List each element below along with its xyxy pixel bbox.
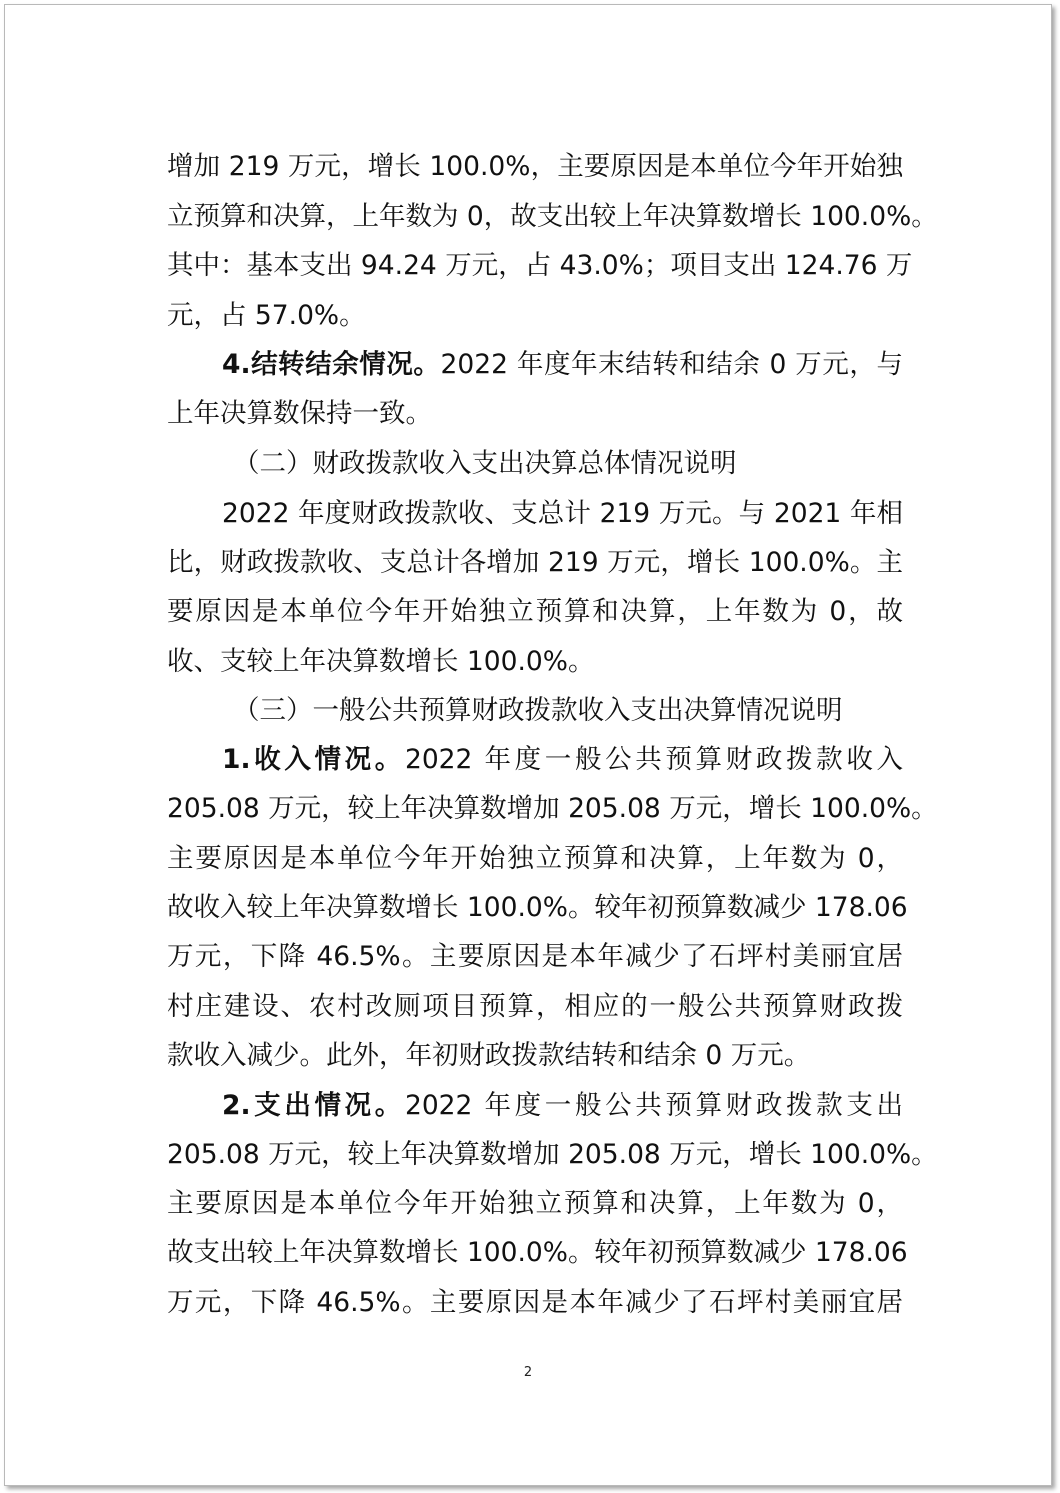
text-line: 万元，下降 46.5%。主要原因是本年减少了石坪村美丽宜居	[167, 941, 903, 972]
item4-label: 4.结转结余情况。	[222, 349, 441, 380]
text-line: 立预算和决算，上年数为 0，故支出较上年决算数增长 100.0%。	[167, 201, 938, 232]
text-line: 2022 年度财政拨款收、支总计 219 万元。与 2021 年相	[222, 498, 903, 529]
text-line: 比，财政拨款收、支总计各增加 219 万元，增长 100.0%。主	[167, 547, 903, 578]
text-line: 上年决算数保持一致。	[167, 398, 432, 429]
text-line: 村庄建设、农村改厕项目预算，相应的一般公共预算财政拨	[167, 991, 903, 1022]
section-heading-2: （二）财政拨款收入支出决算总体情况说明	[233, 448, 737, 479]
text-line: 205.08 万元，较上年决算数增加 205.08 万元，增长 100.0%。	[167, 793, 938, 824]
item2-label: 2.支出情况。	[222, 1090, 405, 1121]
text-line: 增加 219 万元，增长 100.0%，主要原因是本单位今年开始独	[167, 151, 903, 182]
text-line: 要原因是本单位今年开始独立预算和决算，上年数为 0，故	[167, 596, 903, 627]
item4-line	[222, 345, 903, 385]
text-line: 万元，下降 46.5%。主要原因是本年减少了石坪村美丽宜居	[167, 1287, 903, 1318]
text-line: 故收入较上年决算数增长 100.0%。较年初预算数减少 178.06	[167, 892, 908, 923]
text-line: 款收入减少。此外，年初财政拨款结转和结余 0 万元。	[167, 1040, 811, 1071]
item1-text: 2022 年度一般公共预算财政拨款收入	[404, 744, 903, 775]
item4-text: 2022 年度年末结转和结余 0 万元，与	[440, 349, 903, 380]
text-line: 收、支较上年决算数增长 100.0%。	[167, 646, 595, 677]
document-page	[4, 4, 1052, 1486]
text-line: 元，占 57.0%。	[167, 300, 366, 331]
item1-label: 1.收入情况。	[222, 744, 405, 775]
text-line: 主要原因是本单位今年开始独立预算和决算，上年数为 0，	[167, 843, 903, 874]
page-number: 2	[523, 1365, 533, 1380]
section-heading-3: （三）一般公共预算财政拨款收入支出决算情况说明	[233, 695, 843, 726]
item1-line	[222, 740, 903, 780]
item2-text: 2022 年度一般公共预算财政拨款支出	[404, 1090, 903, 1121]
text-line: 其中：基本支出 94.24 万元，占 43.0%；项目支出 124.76 万	[167, 250, 913, 281]
text-line: 主要原因是本单位今年开始独立预算和决算，上年数为 0，	[167, 1188, 903, 1219]
text-line: 205.08 万元，较上年决算数增加 205.08 万元，增长 100.0%。	[167, 1139, 938, 1170]
text-line: 故支出较上年决算数增长 100.0%。较年初预算数减少 178.06	[167, 1237, 908, 1268]
item2-line	[222, 1086, 903, 1126]
